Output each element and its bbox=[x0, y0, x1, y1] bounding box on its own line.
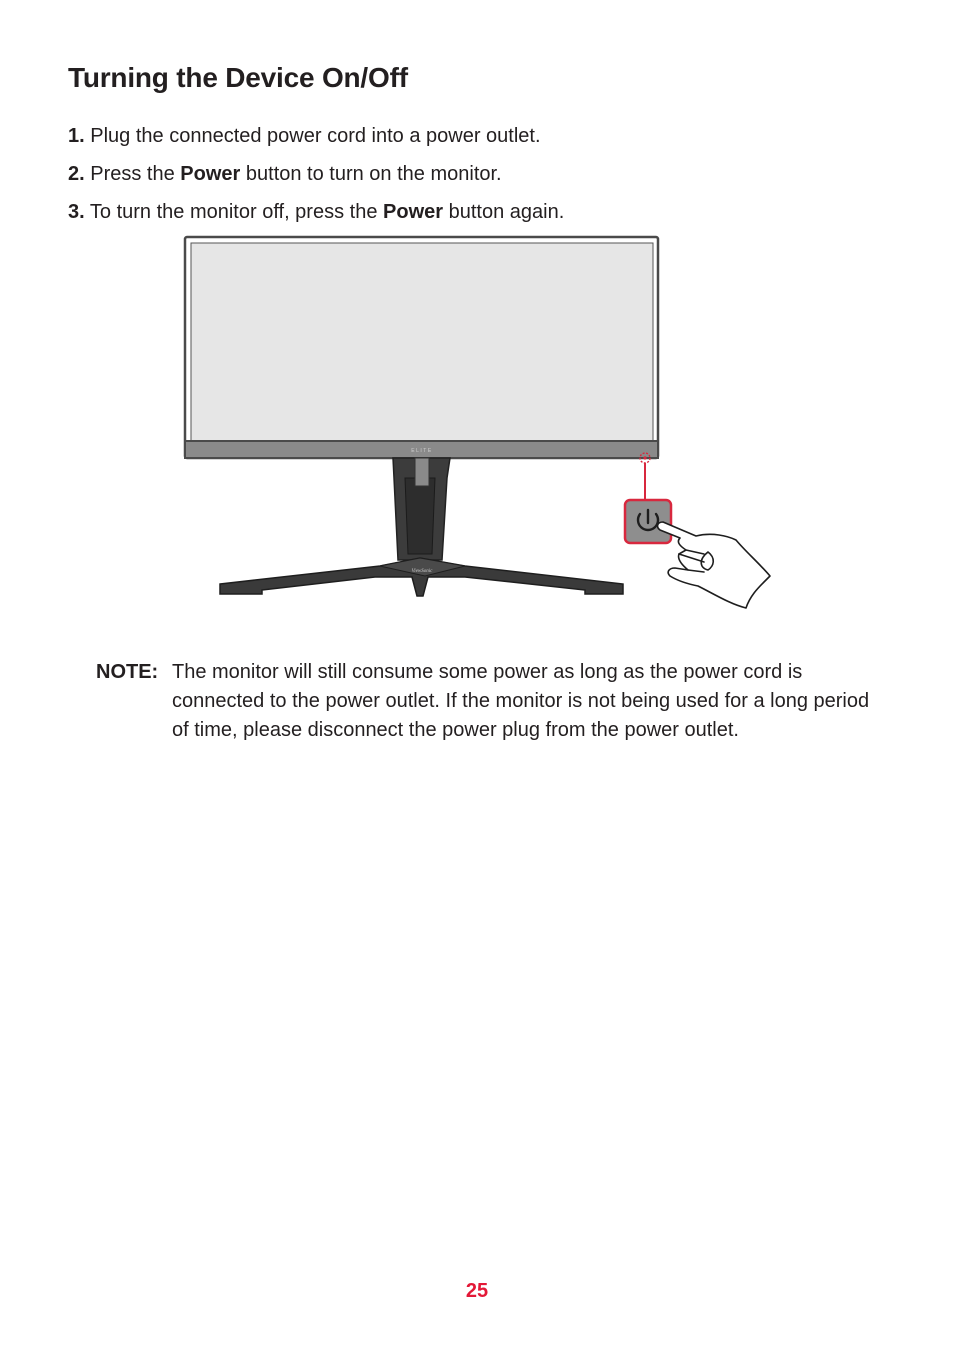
step-item bbox=[68, 193, 564, 231]
step-text: Plug the connected power cord into a power outlet. bbox=[90, 125, 541, 147]
page-number: 25 bbox=[465, 1280, 489, 1302]
stand-logo: ViewSonic bbox=[411, 569, 433, 574]
step-number: 1. bbox=[68, 125, 85, 147]
monitor-stand-base bbox=[220, 558, 623, 596]
monitor-stand-neck bbox=[393, 458, 450, 560]
note-label: NOTE: bbox=[96, 661, 159, 683]
section-heading: Turning the Device On/Off bbox=[68, 62, 408, 93]
step-item bbox=[68, 117, 564, 155]
monitor-illustration bbox=[180, 232, 780, 612]
power-button-callout bbox=[625, 500, 671, 543]
step-number: 3. bbox=[68, 201, 85, 223]
step-text: button to turn on the monitor. bbox=[240, 163, 502, 185]
step-text: button again. bbox=[443, 201, 565, 223]
monitor-screen bbox=[191, 243, 653, 441]
step-bold-term: Power bbox=[383, 201, 444, 223]
hand-pointer-icon bbox=[658, 522, 770, 608]
step-number: 2. bbox=[68, 163, 85, 185]
step-bold-term: Power bbox=[180, 163, 241, 185]
step-text: Press the bbox=[90, 163, 181, 185]
note-text: The monitor will still consume some power as long as the power cord is connected to the power outlet. If the monitor is not being used for a long period of time, please disconnect the power plug from the power outlet. bbox=[172, 661, 870, 741]
bezel-logo: ELITE bbox=[411, 448, 433, 454]
step-text: To turn the monitor off, press the bbox=[89, 201, 384, 223]
step-list bbox=[68, 117, 564, 231]
step-item bbox=[68, 155, 564, 193]
